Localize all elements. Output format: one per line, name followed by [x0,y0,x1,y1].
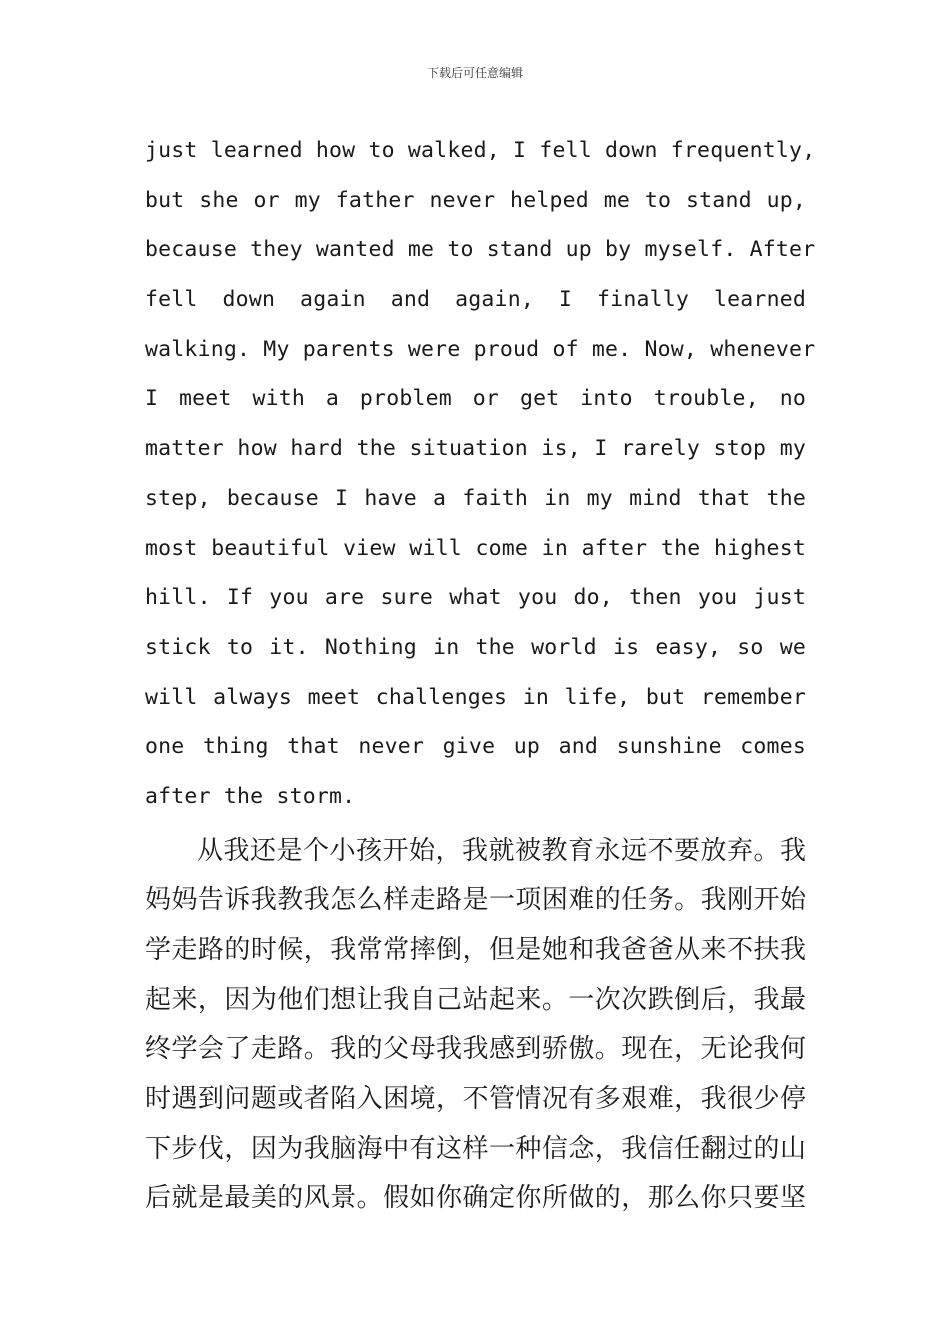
english-text-line: because they wanted me to stand up by myself. After [145,237,816,263]
english-text-line: walking. My parents were proud of me. Now, whenever [145,336,816,362]
english-text-line: one thing that never give up and sunshine comes [145,734,806,760]
english-text-line: matter how hard the situation is, I rarely stop my [145,436,806,462]
english-text-line: just learned how to walked, I fell down frequently, [145,138,816,163]
chinese-text-line: 时遇到问题或者陷入困境，不管情况有多艰难，我很少停 [145,1084,806,1115]
english-text-line: most beautiful view will come in after the highest [145,535,806,561]
english-paragraph [145,131,816,827]
chinese-text-line: 起来，因为他们想让我自己站起来。一次次跌倒后，我最 [145,984,806,1015]
page-header: 下载后可任意编辑 [426,66,523,80]
chinese-paragraph [145,831,806,1229]
chinese-text-line: 学走路的时候，我常常摔倒，但是她和我爸爸从来不扶我 [145,935,806,965]
english-text-line: fell down again and again, I finally learned [145,287,806,313]
chinese-text-line: 终学会了走路。我的父母我我感到骄傲。现在，无论我何 [145,1034,806,1065]
english-text-line: I meet with a problem or get into trouble, no [145,386,806,412]
chinese-text-line: 从我还是个小孩开始，我就被教育永远不要放弃。我 [197,835,806,866]
english-text-line: after the storm. [145,783,356,809]
chinese-text-line: 妈妈告诉我教我怎么样走路是一项困难的任务。我刚开始 [145,885,806,916]
chinese-text-line: 后就是最美的风景。假如你确定你所做的，那么你只要坚 [145,1183,806,1214]
english-text-line: hill. If you are sure what you do, then you just [145,585,806,611]
english-text-line: but she or my father never helped me to stand up, [145,187,806,213]
english-text-line: will always meet challenges in life, but remember [145,684,806,710]
chinese-text-line: 下步伐，因为我脑海中有这样一种信念，我信任翻过的山 [145,1133,806,1164]
english-text-line: stick to it. Nothing in the world is easy, so we [145,634,806,660]
english-text-line: step, because I have a faith in my mind that the [145,485,806,511]
document-body [145,131,816,1228]
